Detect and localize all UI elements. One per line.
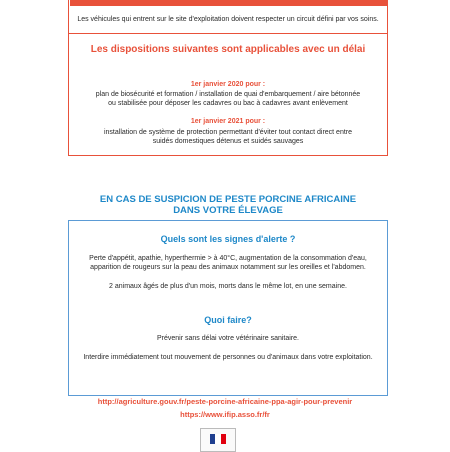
signs-text-1: Perte d'appétit, apathie, hyperthermie > à 40°C, augmentation de la consommation d'eau, <box>89 255 367 262</box>
alert-title-line2: DANS VOTRE ÉLEVAGE <box>173 205 283 216</box>
signs-heading: Quels sont les signes d'alerte ? <box>160 234 296 244</box>
delay-title: Les dispositions suivantes sont applicables avec un délai <box>90 44 366 55</box>
todo-heading: Quoi faire? <box>204 315 252 325</box>
item-2021-line2: suidés domestiques détenus et suidés sauvages <box>152 138 304 145</box>
item-2020-line2: ou stabilisée pour déposer les cadavres ou bac à cadavres avant enlèvement <box>108 100 348 107</box>
alert-title-line1: EN CAS DE SUSPICION DE PESTE PORCINE AFRICAINE <box>99 194 357 205</box>
item-2021-line1: installation de système de protection permettant d'éviter tout contact direct entre <box>103 129 353 136</box>
french-republic-flag-icon <box>210 434 226 444</box>
signs-text-3: 2 animaux âgés de plus d'un mois, morts dans le même lot, en une semaine. <box>109 283 347 290</box>
alert-box <box>68 220 388 396</box>
item-2020-line1: plan de biosécurité et formation / installation de quai d'embarquement / aire bétonnée <box>95 91 361 98</box>
signs-text-2: apparition de rougeurs sur la peau des animaux notamment sur les oreilles et l'abdomen. <box>90 264 366 271</box>
date-2021: 1er janvier 2021 pour : <box>190 118 266 125</box>
agriculture-link[interactable]: http://agriculture.gouv.fr/peste-porcine-africaine-ppa-agir-pour-prevenir <box>97 397 353 406</box>
todo-text-2: Interdire immédiatement tout mouvement de personnes ou d'animaux dans votre exploitation. <box>83 354 373 361</box>
date-2020: 1er janvier 2020 pour : <box>190 81 266 88</box>
todo-text-1: Prévenir sans délai votre vétérinaire sanitaire. <box>156 335 299 342</box>
ifip-link[interactable]: https://www.ifip.asso.fr/fr <box>180 410 270 419</box>
republique-francaise-logo <box>200 428 236 452</box>
intro-text: Les véhicules qui entrent sur le site d'exploitation doivent respecter un circuit défini par vos soins. <box>77 16 379 23</box>
